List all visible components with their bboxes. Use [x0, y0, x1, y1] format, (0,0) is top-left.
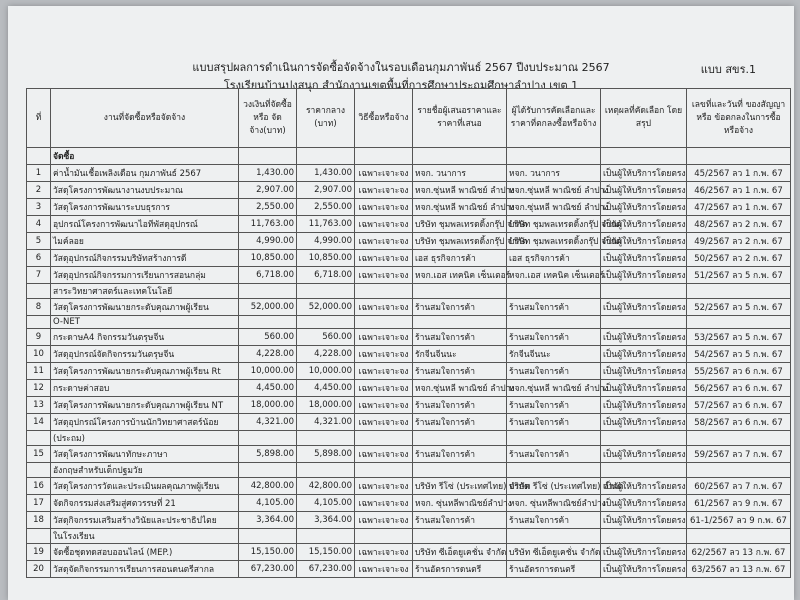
- cell-ref: 1,430.00: [297, 165, 355, 182]
- cell-ref: 4,990.00: [297, 233, 355, 250]
- cell-winner: หจก.ซุ่นหลี พาณิชย์ ลำปาง: [507, 199, 601, 216]
- cell-reason: เป็นผู้ให้บริการโดยตรง: [601, 380, 687, 397]
- cell-ref: 560.00: [297, 329, 355, 346]
- item-continuation: สาระวิทยาศาสตร์และเทคโนโลยี: [51, 284, 239, 299]
- cell-ref: 4,105.00: [297, 495, 355, 512]
- cell-method: เฉพาะเจาะจง: [355, 182, 413, 199]
- cell-winner: หจก. ซุ่นหลีพาณิชย์ลำปาง: [507, 495, 601, 512]
- cell-budget: 1,430.00: [239, 165, 297, 182]
- cell-reason: เป็นผู้ให้บริการโดยตรง: [601, 512, 687, 529]
- cell-ref: 42,800.00: [297, 478, 355, 495]
- table-row: [27, 397, 791, 414]
- cell-no: 8: [27, 299, 51, 316]
- table-row: [27, 478, 791, 495]
- cell-budget: 52,000.00: [239, 299, 297, 316]
- table-row: [27, 446, 791, 463]
- cell-winner: ร้านสมใจการค้า: [507, 299, 601, 316]
- cell-contract: 49/2567 ลว 2 ก.พ. 67: [687, 233, 791, 250]
- cell-method: เฉพาะเจาะจง: [355, 561, 413, 578]
- cell-no: 13: [27, 397, 51, 414]
- cell-item: วัสดุโครงการพัฒนางานงบประมาณ: [51, 182, 239, 199]
- cell-budget: 18,000.00: [239, 397, 297, 414]
- item-continuation: (ประถม): [51, 431, 239, 446]
- cell-winner: ร้านสมใจการค้า: [507, 414, 601, 431]
- cell-item: วัสดุจัดกิจกรรมการเรียนการสอนดนตรีสากล: [51, 561, 239, 578]
- table-row: [27, 233, 791, 250]
- column-header: รายชื่อผู้เสนอราคาและ ราคาที่เสนอ: [413, 89, 507, 148]
- cell-method: เฉพาะเจาะจง: [355, 478, 413, 495]
- cell-bidder: หจก.ซุ่นหลี พาณิชย์ ลำปาง: [413, 182, 507, 199]
- cell-item: ไมค์ลอย: [51, 233, 239, 250]
- cell-method: เฉพาะเจาะจง: [355, 267, 413, 284]
- cell-bidder: บริษัท รีโซ่ (ประเทศไทย) จำกัด: [413, 478, 507, 495]
- section-label: จัดซื้อ: [51, 148, 239, 165]
- cell-budget: 42,800.00: [239, 478, 297, 495]
- procurement-table: [26, 88, 791, 578]
- column-header: ราคากลาง (บาท): [297, 89, 355, 148]
- cell-no: 15: [27, 446, 51, 463]
- cell-ref: 6,718.00: [297, 267, 355, 284]
- table-row: [27, 267, 791, 284]
- cell-budget: 4,228.00: [239, 346, 297, 363]
- cell-budget: 2,907.00: [239, 182, 297, 199]
- cell-ref: 15,150.00: [297, 544, 355, 561]
- table-row: [27, 512, 791, 529]
- cell-method: เฉพาะเจาะจง: [355, 397, 413, 414]
- cell-no: 14: [27, 414, 51, 431]
- cell-bidder: หจก. วนาการ: [413, 165, 507, 182]
- cell-bidder: ร้านอัตรการดนตรี: [413, 561, 507, 578]
- continuation-row: [27, 463, 791, 478]
- table-row: [27, 216, 791, 233]
- cell-no: 16: [27, 478, 51, 495]
- cell-contract: 51/2567 ลว 5 ก.พ. 67: [687, 267, 791, 284]
- cell-no: 3: [27, 199, 51, 216]
- cell-method: เฉพาะเจาะจง: [355, 299, 413, 316]
- cell-budget: 10,000.00: [239, 363, 297, 380]
- column-header: เหตุผลที่คัดเลือก โดยสรุป: [601, 89, 687, 148]
- cell-reason: เป็นผู้ให้บริการโดยตรง: [601, 346, 687, 363]
- cell-winner: หจก.ซุ่นหลี พาณิชย์ ลำปาง: [507, 182, 601, 199]
- continuation-row: [27, 431, 791, 446]
- cell-no: 19: [27, 544, 51, 561]
- cell-reason: เป็นผู้ให้บริการโดยตรง: [601, 397, 687, 414]
- cell-reason: เป็นผู้ให้บริการโดยตรง: [601, 267, 687, 284]
- cell-contract: 47/2567 ลว 1 ก.พ. 67: [687, 199, 791, 216]
- cell-item: กระดาษค่าสอบ: [51, 380, 239, 397]
- cell-method: เฉพาะเจาะจง: [355, 165, 413, 182]
- cell-bidder: ร้านสมใจการค้า: [413, 446, 507, 463]
- cell-budget: 4,450.00: [239, 380, 297, 397]
- cell-winner: บริษัท รีโซ่ (ประเทศไทย) จำกัด: [507, 478, 601, 495]
- cell-method: เฉพาะเจาะจง: [355, 363, 413, 380]
- cell-contract: 48/2567 ลว 2 ก.พ. 67: [687, 216, 791, 233]
- table-row: [27, 544, 791, 561]
- cell-no: 9: [27, 329, 51, 346]
- cell-budget: 11,763.00: [239, 216, 297, 233]
- item-continuation: ในโรงเรียน: [51, 529, 239, 544]
- cell-winner: ร้านสมใจการค้า: [507, 446, 601, 463]
- continuation-row: [27, 316, 791, 329]
- cell-item: วัสดุกิจกรรมเสริมสร้างวินัยและประชาธิปไตย: [51, 512, 239, 529]
- table-body: [27, 148, 791, 578]
- cell-bidder: ร้านสมใจการค้า: [413, 299, 507, 316]
- cell-reason: เป็นผู้ให้บริการโดยตรง: [601, 329, 687, 346]
- cell-no: 5: [27, 233, 51, 250]
- cell-item: วัสดุอุปกรณ์กิจกรรมบริษัทสร้างการดี: [51, 250, 239, 267]
- cell-method: เฉพาะเจาะจง: [355, 446, 413, 463]
- cell-winner: ร้านสมใจการค้า: [507, 329, 601, 346]
- table-row: [27, 346, 791, 363]
- table-row: [27, 299, 791, 316]
- cell-item: จัดกิจกรรมส่งเสริมสู่ศตวรรษที่ 21: [51, 495, 239, 512]
- cell-method: เฉพาะเจาะจง: [355, 250, 413, 267]
- document-title: แบบสรุปผลการดำเนินการจัดซื้อจัดจ้างในรอบเดือนกุมภาพันธ์ 2567 ปีงบประมาณ 2567: [192, 61, 610, 74]
- table-row: [27, 561, 791, 578]
- cell-budget: 4,321.00: [239, 414, 297, 431]
- cell-no: 12: [27, 380, 51, 397]
- cell-winner: เอส ธุรกิจการค้า: [507, 250, 601, 267]
- section-row: [27, 148, 791, 165]
- cell-no: 2: [27, 182, 51, 199]
- cell-reason: เป็นผู้ให้บริการโดยตรง: [601, 561, 687, 578]
- cell-ref: 67,230.00: [297, 561, 355, 578]
- cell-contract: 53/2567 ลว 5 ก.พ. 67: [687, 329, 791, 346]
- cell-no: 18: [27, 512, 51, 529]
- cell-budget: 5,898.00: [239, 446, 297, 463]
- cell-contract: 52/2567 ลว 5 ก.พ. 67: [687, 299, 791, 316]
- cell-contract: 60/2567 ลว 7 ก.พ. 67: [687, 478, 791, 495]
- cell-no: 4: [27, 216, 51, 233]
- cell-contract: 58/2567 ลว 6 ก.พ. 67: [687, 414, 791, 431]
- cell-contract: 50/2567 ลว 2 ก.พ. 67: [687, 250, 791, 267]
- cell-budget: 10,850.00: [239, 250, 297, 267]
- cell-contract: 45/2567 ลว 1 ก.พ. 67: [687, 165, 791, 182]
- cell-bidder: ร้านสมใจการค้า: [413, 512, 507, 529]
- cell-reason: เป็นผู้ให้บริการโดยตรง: [601, 363, 687, 380]
- cell-contract: 57/2567 ลว 6 ก.พ. 67: [687, 397, 791, 414]
- cell-item: วัสดุโครงการพัฒนาระบบธุรการ: [51, 199, 239, 216]
- cell-bidder: ร้านสมใจการค้า: [413, 414, 507, 431]
- column-header: งานที่จัดซื้อหรือจัดจ้าง: [51, 89, 239, 148]
- cell-no: 20: [27, 561, 51, 578]
- cell-budget: 15,150.00: [239, 544, 297, 561]
- table-row: [27, 165, 791, 182]
- cell-bidder: บริษัท ซีเอ็ดยูเคชั่น จำกัด: [413, 544, 507, 561]
- cell-item: วัสดุโครงการพัฒนายกระดับคุณภาพผู้เรียน Rt: [51, 363, 239, 380]
- table-row: [27, 414, 791, 431]
- cell-item: อุปกรณ์โครงการพัฒนาไอทีพัสดุอุปกรณ์: [51, 216, 239, 233]
- cell-no: 6: [27, 250, 51, 267]
- cell-item: จัดซื้อชุดทดสอบออนไลน์ (MEP.): [51, 544, 239, 561]
- table-row: [27, 182, 791, 199]
- cell-ref: 2,550.00: [297, 199, 355, 216]
- cell-ref: 4,450.00: [297, 380, 355, 397]
- column-header: ที่: [27, 89, 51, 148]
- cell-bidder: บริษัท ชุมพลเทรดดิ้งกรุ๊ป จำกัด: [413, 216, 507, 233]
- column-header: ผู้ได้รับการคัดเลือกและ ราคาที่ตกลงซื้อหรือจ้าง: [507, 89, 601, 148]
- cell-budget: 560.00: [239, 329, 297, 346]
- cell-budget: 2,550.00: [239, 199, 297, 216]
- table-row: [27, 363, 791, 380]
- cell-reason: เป็นผู้ให้บริการโดยตรง: [601, 446, 687, 463]
- cell-winner: ร้านสมใจการค้า: [507, 363, 601, 380]
- cell-method: เฉพาะเจาะจง: [355, 329, 413, 346]
- cell-winner: ร้านอัตรการดนตรี: [507, 561, 601, 578]
- continuation-row: [27, 529, 791, 544]
- cell-reason: เป็นผู้ให้บริการโดยตรง: [601, 250, 687, 267]
- cell-ref: 4,228.00: [297, 346, 355, 363]
- cell-contract: 63/2567 ลว 13 ก.พ. 67: [687, 561, 791, 578]
- cell-winner: บริษัท ชุมพลเทรดดิ้งกรุ๊ป จำกัด: [507, 216, 601, 233]
- cell-bidder: หจก.เอส เทคนิค เซ็นเตอร์: [413, 267, 507, 284]
- cell-method: เฉพาะเจาะจง: [355, 495, 413, 512]
- cell-no: 17: [27, 495, 51, 512]
- cell-bidder: บริษัท ชุมพลเทรดดิ้งกรุ๊ป จำกัด: [413, 233, 507, 250]
- cell-winner: บริษัท ซีเอ็ดยูเคชั่น จำกัด: [507, 544, 601, 561]
- cell-winner: บริษัท ชุมพลเทรดดิ้งกรุ๊ป จำกัด: [507, 233, 601, 250]
- cell-method: เฉพาะเจาะจง: [355, 544, 413, 561]
- cell-bidder: หจก.ซุ่นหลี พาณิชย์ ลำปาง: [413, 199, 507, 216]
- cell-method: เฉพาะเจาะจง: [355, 233, 413, 250]
- cell-no: 1: [27, 165, 51, 182]
- cell-bidder: หจก. ซุ่นหลีพาณิชย์ลำปาง: [413, 495, 507, 512]
- cell-item: วัสดุโครงการพัฒนายกระดับคุณภาพผู้เรียน: [51, 299, 239, 316]
- cell-method: เฉพาะเจาะจง: [355, 346, 413, 363]
- cell-bidder: ร้านสมใจการค้า: [413, 363, 507, 380]
- cell-no: 7: [27, 267, 51, 284]
- cell-ref: 52,000.00: [297, 299, 355, 316]
- item-continuation: O-NET: [51, 316, 239, 329]
- cell-reason: เป็นผู้ให้บริการโดยตรง: [601, 182, 687, 199]
- cell-winner: หจก.ซุ่นหลี พาณิชย์ ลำปาง: [507, 380, 601, 397]
- cell-reason: เป็นผู้ให้บริการโดยตรง: [601, 165, 687, 182]
- cell-ref: 3,364.00: [297, 512, 355, 529]
- cell-contract: 59/2567 ลว 7 ก.พ. 67: [687, 446, 791, 463]
- cell-reason: เป็นผู้ให้บริการโดยตรง: [601, 544, 687, 561]
- cell-budget: 6,718.00: [239, 267, 297, 284]
- table-row: [27, 495, 791, 512]
- cell-bidder: ร้านสมใจการค้า: [413, 329, 507, 346]
- cell-method: เฉพาะเจาะจง: [355, 380, 413, 397]
- cell-reason: เป็นผู้ให้บริการโดยตรง: [601, 199, 687, 216]
- cell-reason: เป็นผู้ให้บริการโดยตรง: [601, 478, 687, 495]
- cell-budget: 4,105.00: [239, 495, 297, 512]
- cell-reason: เป็นผู้ให้บริการโดยตรง: [601, 299, 687, 316]
- table-row: [27, 329, 791, 346]
- cell-bidder: ร้านสมใจการค้า: [413, 397, 507, 414]
- cell-ref: 18,000.00: [297, 397, 355, 414]
- table-header-row: [27, 89, 791, 148]
- cell-no: 10: [27, 346, 51, 363]
- cell-ref: 4,321.00: [297, 414, 355, 431]
- table-row: [27, 250, 791, 267]
- cell-item: วัสดุโครงการพัฒนาทักษะภาษา: [51, 446, 239, 463]
- cell-contract: 56/2567 ลว 6 ก.พ. 67: [687, 380, 791, 397]
- cell-reason: เป็นผู้ให้บริการโดยตรง: [601, 233, 687, 250]
- cell-contract: 54/2567 ลว 5 ก.พ. 67: [687, 346, 791, 363]
- cell-contract: 61-1/2567 ลว 9 ก.พ. 67: [687, 512, 791, 529]
- column-header: วิธีซื้อหรือจ้าง: [355, 89, 413, 148]
- cell-item: วัสดุอุปกรณ์โครงการบ้านนักวิทยาศาสตร์น้อย: [51, 414, 239, 431]
- cell-winner: ร้านสมใจการค้า: [507, 512, 601, 529]
- column-header: วงเงินที่จัดซื้อหรือ จัดจ้าง(บาท): [239, 89, 297, 148]
- cell-method: เฉพาะเจาะจง: [355, 414, 413, 431]
- cell-reason: เป็นผู้ให้บริการโดยตรง: [601, 495, 687, 512]
- continuation-row: [27, 284, 791, 299]
- cell-budget: 4,990.00: [239, 233, 297, 250]
- cell-ref: 10,850.00: [297, 250, 355, 267]
- cell-winner: หจก. วนาการ: [507, 165, 601, 182]
- table-row: [27, 199, 791, 216]
- column-header: เลขที่และวันที่ ของสัญญาหรือ ข้อตกลงในการซื้อหรือจ้าง: [687, 89, 791, 148]
- form-code: แบบ สขร.1: [700, 63, 756, 76]
- cell-reason: เป็นผู้ให้บริการโดยตรง: [601, 216, 687, 233]
- document-subtitle: โรงเรียนบ้านปงสนุก สำนักงานเขตพื้นที่การศึกษาประถมศึกษาลำปาง เขต 1: [223, 79, 579, 92]
- cell-ref: 5,898.00: [297, 446, 355, 463]
- table-row: [27, 380, 791, 397]
- cell-contract: 55/2567 ลว 6 ก.พ. 67: [687, 363, 791, 380]
- cell-bidder: หจก.ซุ่นหลี พาณิชย์ ลำปาง: [413, 380, 507, 397]
- cell-item: วัสดุโครงการพัฒนายกระดับคุณภาพผู้เรียน NT: [51, 397, 239, 414]
- cell-item: ค่าน้ำมันเชื้อเพลิงเดือน กุมภาพันธ์ 2567: [51, 165, 239, 182]
- cell-item: วัสดุอุปกรณ์กิจกรรมการเรียนการสอนกลุ่ม: [51, 267, 239, 284]
- cell-bidder: รักจีนจีนนะ: [413, 346, 507, 363]
- cell-winner: ร้านสมใจการค้า: [507, 397, 601, 414]
- cell-item: กระดาษA4 กิจกรรมวันตรุษจีน: [51, 329, 239, 346]
- cell-budget: 67,230.00: [239, 561, 297, 578]
- cell-winner: หจก.เอส เทคนิค เซ็นเตอร์: [507, 267, 601, 284]
- cell-ref: 2,907.00: [297, 182, 355, 199]
- cell-bidder: เอส ธุรกิจการค้า: [413, 250, 507, 267]
- cell-item: วัสดุโครงการวัดและประเมินผลคุณภาพผู้เรียน: [51, 478, 239, 495]
- cell-method: เฉพาะเจาะจง: [355, 199, 413, 216]
- cell-no: 11: [27, 363, 51, 380]
- cell-item: วัสดุอุปกรณ์จัดกิจกรรมวันตรุษจีน: [51, 346, 239, 363]
- cell-winner: รักจีนจีนนะ: [507, 346, 601, 363]
- cell-reason: เป็นผู้ให้บริการโดยตรง: [601, 414, 687, 431]
- cell-ref: 10,000.00: [297, 363, 355, 380]
- cell-contract: 46/2567 ลว 1 ก.พ. 67: [687, 182, 791, 199]
- cell-method: เฉพาะเจาะจง: [355, 512, 413, 529]
- item-continuation: อังกฤษสำหรับเด็กปฐมวัย: [51, 463, 239, 478]
- cell-ref: 11,763.00: [297, 216, 355, 233]
- cell-method: เฉพาะเจาะจง: [355, 216, 413, 233]
- cell-contract: 61/2567 ลว 9 ก.พ. 67: [687, 495, 791, 512]
- cell-contract: 62/2567 ลว 13 ก.พ. 67: [687, 544, 791, 561]
- cell-budget: 3,364.00: [239, 512, 297, 529]
